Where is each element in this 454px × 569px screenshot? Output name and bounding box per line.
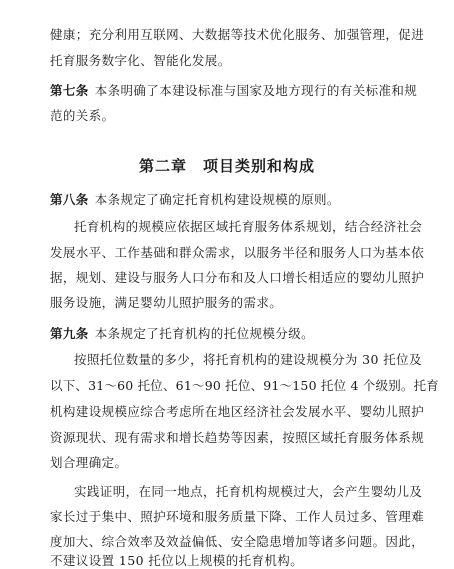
text-line: 本条规定了确定托育机构建设规模的原则。	[94, 192, 340, 207]
text-line: 健康；充分利用互联网、大数据等技术优化服务、加强管理，促进	[50, 27, 425, 42]
text-line: 本条规定了托育机构的托位规模分级。	[94, 326, 315, 341]
text-line: 本条明确了本建设标准与国家及地方现行的有关标准和规	[94, 83, 418, 98]
text-line: 据，规划、建设与服务人口分布和及人口增长相适应的婴幼儿照护	[50, 270, 425, 285]
text-line: 度加大、综合效率及效益偏低、安全隐患增加等诸多问题。因此，	[50, 534, 425, 549]
text-line: 机构建设规模应综合考虑所在地区经济社会发展水平、婴幼儿照护	[50, 404, 425, 419]
article-8-label: 第八条	[50, 192, 89, 207]
text-line: 按照托位数量的多少，将托育机构的建设规模分为 30 托位及	[74, 352, 422, 367]
text-line: 家长过于集中、照护环境和服务质量下降、工作人员过多、管理难	[50, 509, 425, 524]
article-7-label: 第七条	[50, 83, 89, 98]
text-line: 资源现状、现有需求和增长趋势等因素，按照区域托育服务体系规	[50, 430, 425, 445]
text-line: 以下、31～60 托位、61～90 托位、91～150 托位 4 个级别。托育	[50, 378, 440, 393]
text-line: 划合理确定。	[50, 455, 128, 470]
text-line: 实践证明，在同一地点，托育机构规模过大，会产生婴幼儿及	[74, 484, 423, 499]
article-7-line	[50, 83, 417, 99]
text-line: 托育服务数字化、智能化发展。	[50, 53, 231, 68]
article-8-line	[50, 192, 340, 208]
chapter-title: 第二章 项目类别和构成	[138, 157, 315, 175]
text-line: 服务设施，满足婴幼儿照护服务的需求。	[50, 295, 283, 310]
text-line: 托育机构的规模应依据区域托育服务体系规划，结合经济社会	[74, 219, 423, 234]
text-line: 发展水平、工作基础和群众需求，以服务半径和服务人口为基本依	[50, 245, 425, 260]
text-line: 范的关系。	[50, 108, 115, 123]
article-9-line	[50, 326, 314, 342]
article-9-label: 第九条	[50, 326, 89, 341]
text-line: 不建议设置 150 托位以上规模的托育机构。	[50, 553, 304, 568]
